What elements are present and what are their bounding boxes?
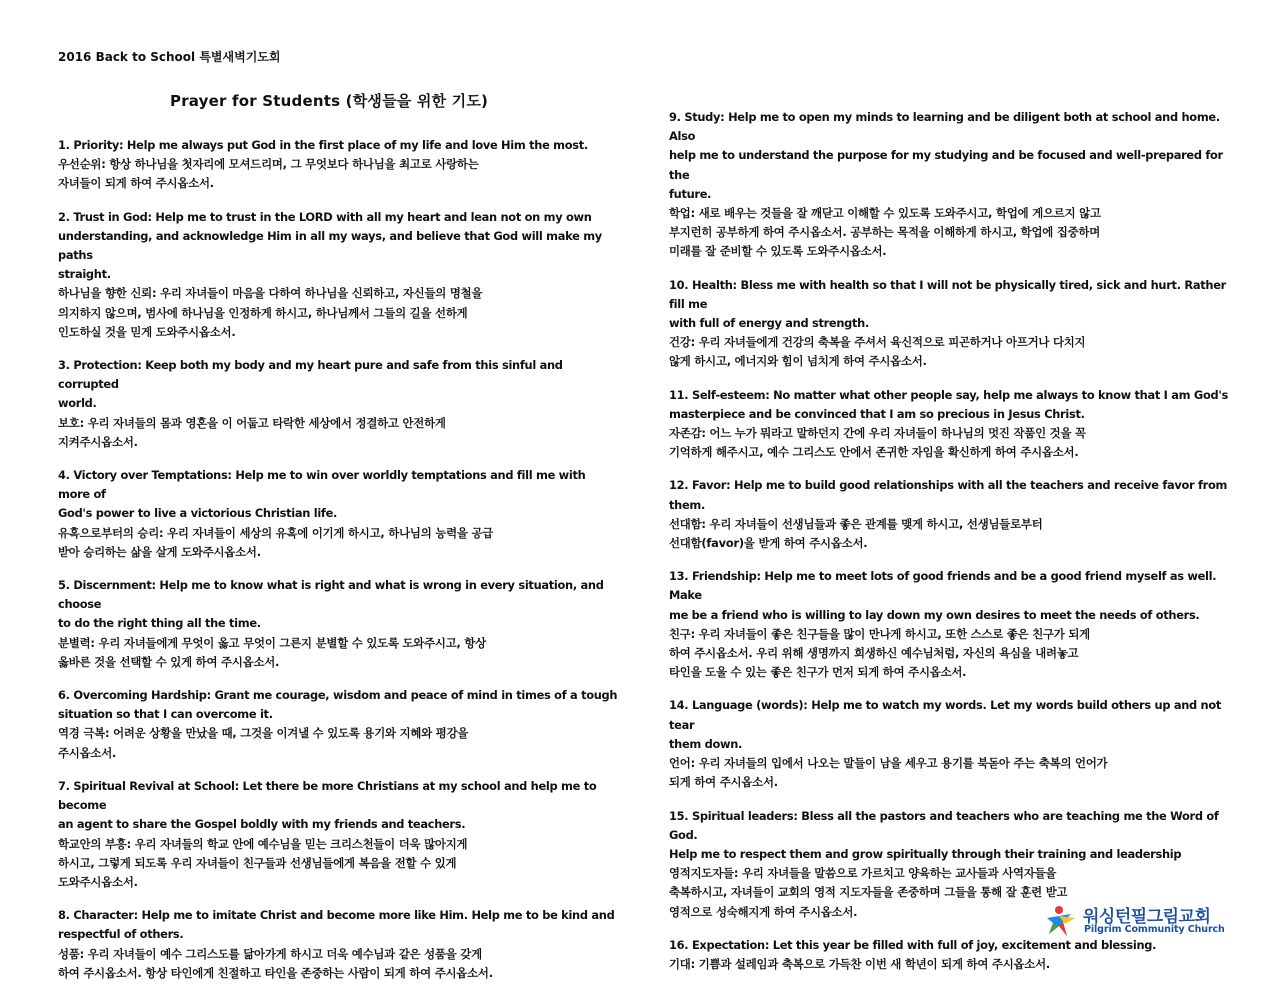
prayer-item-12 [669, 476, 1229, 553]
prayer-item-13 [669, 567, 1229, 682]
prayer-item-korean: 건강: 우리 자녀들에게 건강의 축복을 주셔서 육신적으로 피곤하거나 아프거나 다치지 않게 하시고, 에너지와 힘이 넘치게 하여 주시옵소서. [669, 335, 1086, 369]
prayer-item-korean: 역경 극복: 어려운 상황을 만났을 때, 그것을 이겨낼 수 있도록 용기와 지혜와 평강을 주시옵소서. [58, 726, 469, 760]
prayer-item-korean: 유혹으로부터의 승리: 우리 자녀들이 세상의 유혹에 이기게 하시고, 하나님의 능력을 공급 받아 승리하는 삶을 살게 도와주시옵소서. [58, 525, 494, 559]
prayer-item-7 [58, 777, 618, 892]
right-column [669, 108, 1229, 988]
church-name-korean: 워싱턴필그림교회 [1083, 907, 1211, 927]
prayer-item-english: 9. Study: Help me to open my minds to learning and be diligent both at school and home. Also help me to understand the purpose for my studying and be focused and well-prepared for the future. [669, 110, 1223, 201]
prayer-item-english: 12. Favor: Help me to build good relationships with all the teachers and receive favor from them. [669, 478, 1228, 512]
prayer-item-english: 14. Language (words): Help me to watch my words. Let my words build others up and not tear them down. [669, 698, 1222, 751]
prayer-item-korean: 영적지도자들: 우리 자녀들을 말씀으로 가르치고 양육하는 교사들과 사역자들을 축복하시고, 자녀들이 교회의 영적 지도자들을 존중하며 그들을 통해 잘 훈련 받고 영적으로 성숙해지게 하여 주시옵소서. [669, 866, 1068, 919]
prayer-item-8 [58, 906, 618, 983]
prayer-item-11 [669, 386, 1229, 463]
prayer-item-english: 2. Trust in God: Help me to trust in the LORD with all my heart and lean not on my own understanding, and acknowledge Him in all my ways, and believe that God will make my paths straight. [58, 209, 602, 282]
prayer-item-korean: 분별력: 우리 자녀들에게 무엇이 옳고 무엇이 그른지 분별할 수 있도록 도와주시고, 항상 옳바른 것을 선택할 수 있게 하여 주시옵소서. [58, 635, 487, 669]
prayer-item-english: 15. Spiritual leaders: Bless all the pastors and teachers who are teaching me the Word of God. Help me to respect them and grow spiritually through their training and leadership [669, 808, 1219, 861]
prayer-item-english: 3. Protection: Keep both my body and my heart pure and safe from this sinful and corrupted world. [58, 358, 563, 411]
prayer-item-korean: 학교안의 부흥: 우리 자녀들의 학교 안에 예수님을 믿는 크리스천들이 더욱 많아지게 하시고, 그렇게 되도록 우리 자녀들이 친구들과 선생님들에게 복음을 전할 수 있게 도와주시옵소서. [58, 836, 468, 889]
prayer-item-korean: 자존감: 어느 누가 뭐라고 말하던지 간에 우리 자녀들이 하나님의 멋진 작품인 것을 꼭 기억하게 해주시고, 예수 그리스도 안에서 존귀한 자임을 확신하게 하여 주시옵소서. [669, 426, 1086, 460]
prayer-item-korean: 보호: 우리 자녀들의 몸과 영혼을 이 어둡고 타락한 세상에서 정결하고 안전하게 지켜주시옵소서. [58, 415, 446, 449]
prayer-item-korean: 성품: 우리 자녀들이 예수 그리스도를 닮아가게 하시고 더욱 예수님과 같은 성품을 갖게 하여 주시옵소서. 항상 타인에게 친절하고 타인을 존중하는 사람이 되게 하여 주시옵소서. [58, 946, 493, 980]
church-logo [1043, 900, 1223, 944]
prayer-item-1 [58, 136, 618, 194]
prayer-item-14 [669, 696, 1229, 792]
prayer-item-english: 5. Discernment: Help me to know what is right and what is wrong in every situation, and choose to do the right thing all the time. [58, 578, 604, 631]
prayer-item-korean: 하나님을 향한 신뢰: 우리 자녀들이 마음을 다하여 하나님을 신뢰하고, 자신들의 명철을 의지하지 않으며, 범사에 하나님을 인정하게 하시고, 하나님께서 그들의 길을 선하게 인도하실 것을 믿게 도와주시옵소서. [58, 286, 483, 339]
prayer-item-english: 6. Overcoming Hardship: Grant me courage, wisdom and peace of mind in times of a tough situation so that I can overcome it. [58, 688, 618, 722]
prayer-item-korean: 친구: 우리 자녀들이 좋은 친구들을 많이 만나게 하시고, 또한 스스로 좋은 친구가 되게 하여 주시옵소서. 우리 위해 생명까지 희생하신 예수님처럼, 자신의 욕심을 내려놓고 타인을 도울 수 있는 좋은 친구가 먼저 되게 하여 주시옵소서. [669, 626, 1090, 680]
prayer-item-4 [58, 466, 618, 562]
prayer-item-english: 11. Self-esteem: No matter what other people say, help me always to know that I am God's masterpiece and be convinced that I am so precious in Jesus Christ. [669, 387, 1228, 421]
prayer-item-3 [58, 356, 618, 452]
prayer-item-english: 10. Health: Bless me with health so that I will not be physically tired, sick and hurt. Rather fill me with full of energy and strength. [669, 277, 1226, 331]
prayer-item-english: 16. Expectation: Let this year be filled with full of joy, excitement and blessing. [669, 937, 1157, 952]
prayer-item-6 [58, 686, 618, 763]
prayer-item-english: 4. Victory over Temptations: Help me to win over worldly temptations and fill me with more of God's power to live a victorious Christian life. [58, 468, 586, 521]
prayer-item-10 [669, 276, 1229, 372]
event-header: 2016 Back to School 특별새벽기도회 [58, 50, 281, 64]
prayer-item-korean: 기대: 기쁨과 설레임과 축복으로 가득찬 이번 새 학년이 되게 하여 주시옵소서. [669, 956, 1051, 971]
prayer-item-english: 1. Priority: Help me always put God in the first place of my life and love Him the most. [58, 138, 588, 152]
prayer-item-korean: 학업: 새로 배우는 것들을 잘 깨닫고 이해할 수 있도록 도와주시고, 학업에 게으르지 않고 부지런히 공부하게 하여 주시옵소서. 공부하는 목적을 이해하게 하시고, 학업에 집중하며 미래를 잘 준비할 수 있도록 도와주시옵소서. [669, 206, 1101, 259]
prayer-item-english: 8. Character: Help me to imitate Christ and become more like Him. Help me to be kind and respectful of others. [58, 908, 615, 942]
prayer-item-korean: 선대함: 우리 자녀들이 선생님들과 좋은 관계를 맺게 하시고, 선생님들로부터 선대함(favor)을 받게 하여 주시옵소서. [669, 516, 1043, 551]
prayer-item-korean: 우선순위: 항상 하나님을 첫자리에 모셔드리며, 그 무엇보다 하나님을 최고로 사랑하는 자녀들이 되게 하여 주시옵소서. [58, 157, 479, 191]
church-logo-icon [1043, 904, 1079, 940]
church-name-english: Pilgrim Community Church [1084, 924, 1225, 935]
prayer-item-9 [669, 108, 1229, 262]
prayer-item-2 [58, 208, 618, 342]
prayer-item-english: 13. Friendship: Help me to meet lots of good friends and be a good friend myself as well. Make me be a friend who is willing to lay down my own desires to meet the needs of others. [669, 569, 1217, 622]
prayer-item-5 [58, 576, 618, 672]
prayer-item-korean: 언어: 우리 자녀들의 입에서 나오는 말들이 남을 세우고 용기를 북돋아 주는 축복의 언어가 되게 하여 주시옵소서. [669, 756, 1108, 790]
prayer-item-english: 7. Spiritual Revival at School: Let there be more Christians at my school and help me to become an agent to share the Gospel boldly with my friends and teachers. [58, 778, 597, 832]
left-column [58, 136, 618, 997]
page-title: Prayer for Students (학생들을 위한 기도) [170, 92, 489, 110]
